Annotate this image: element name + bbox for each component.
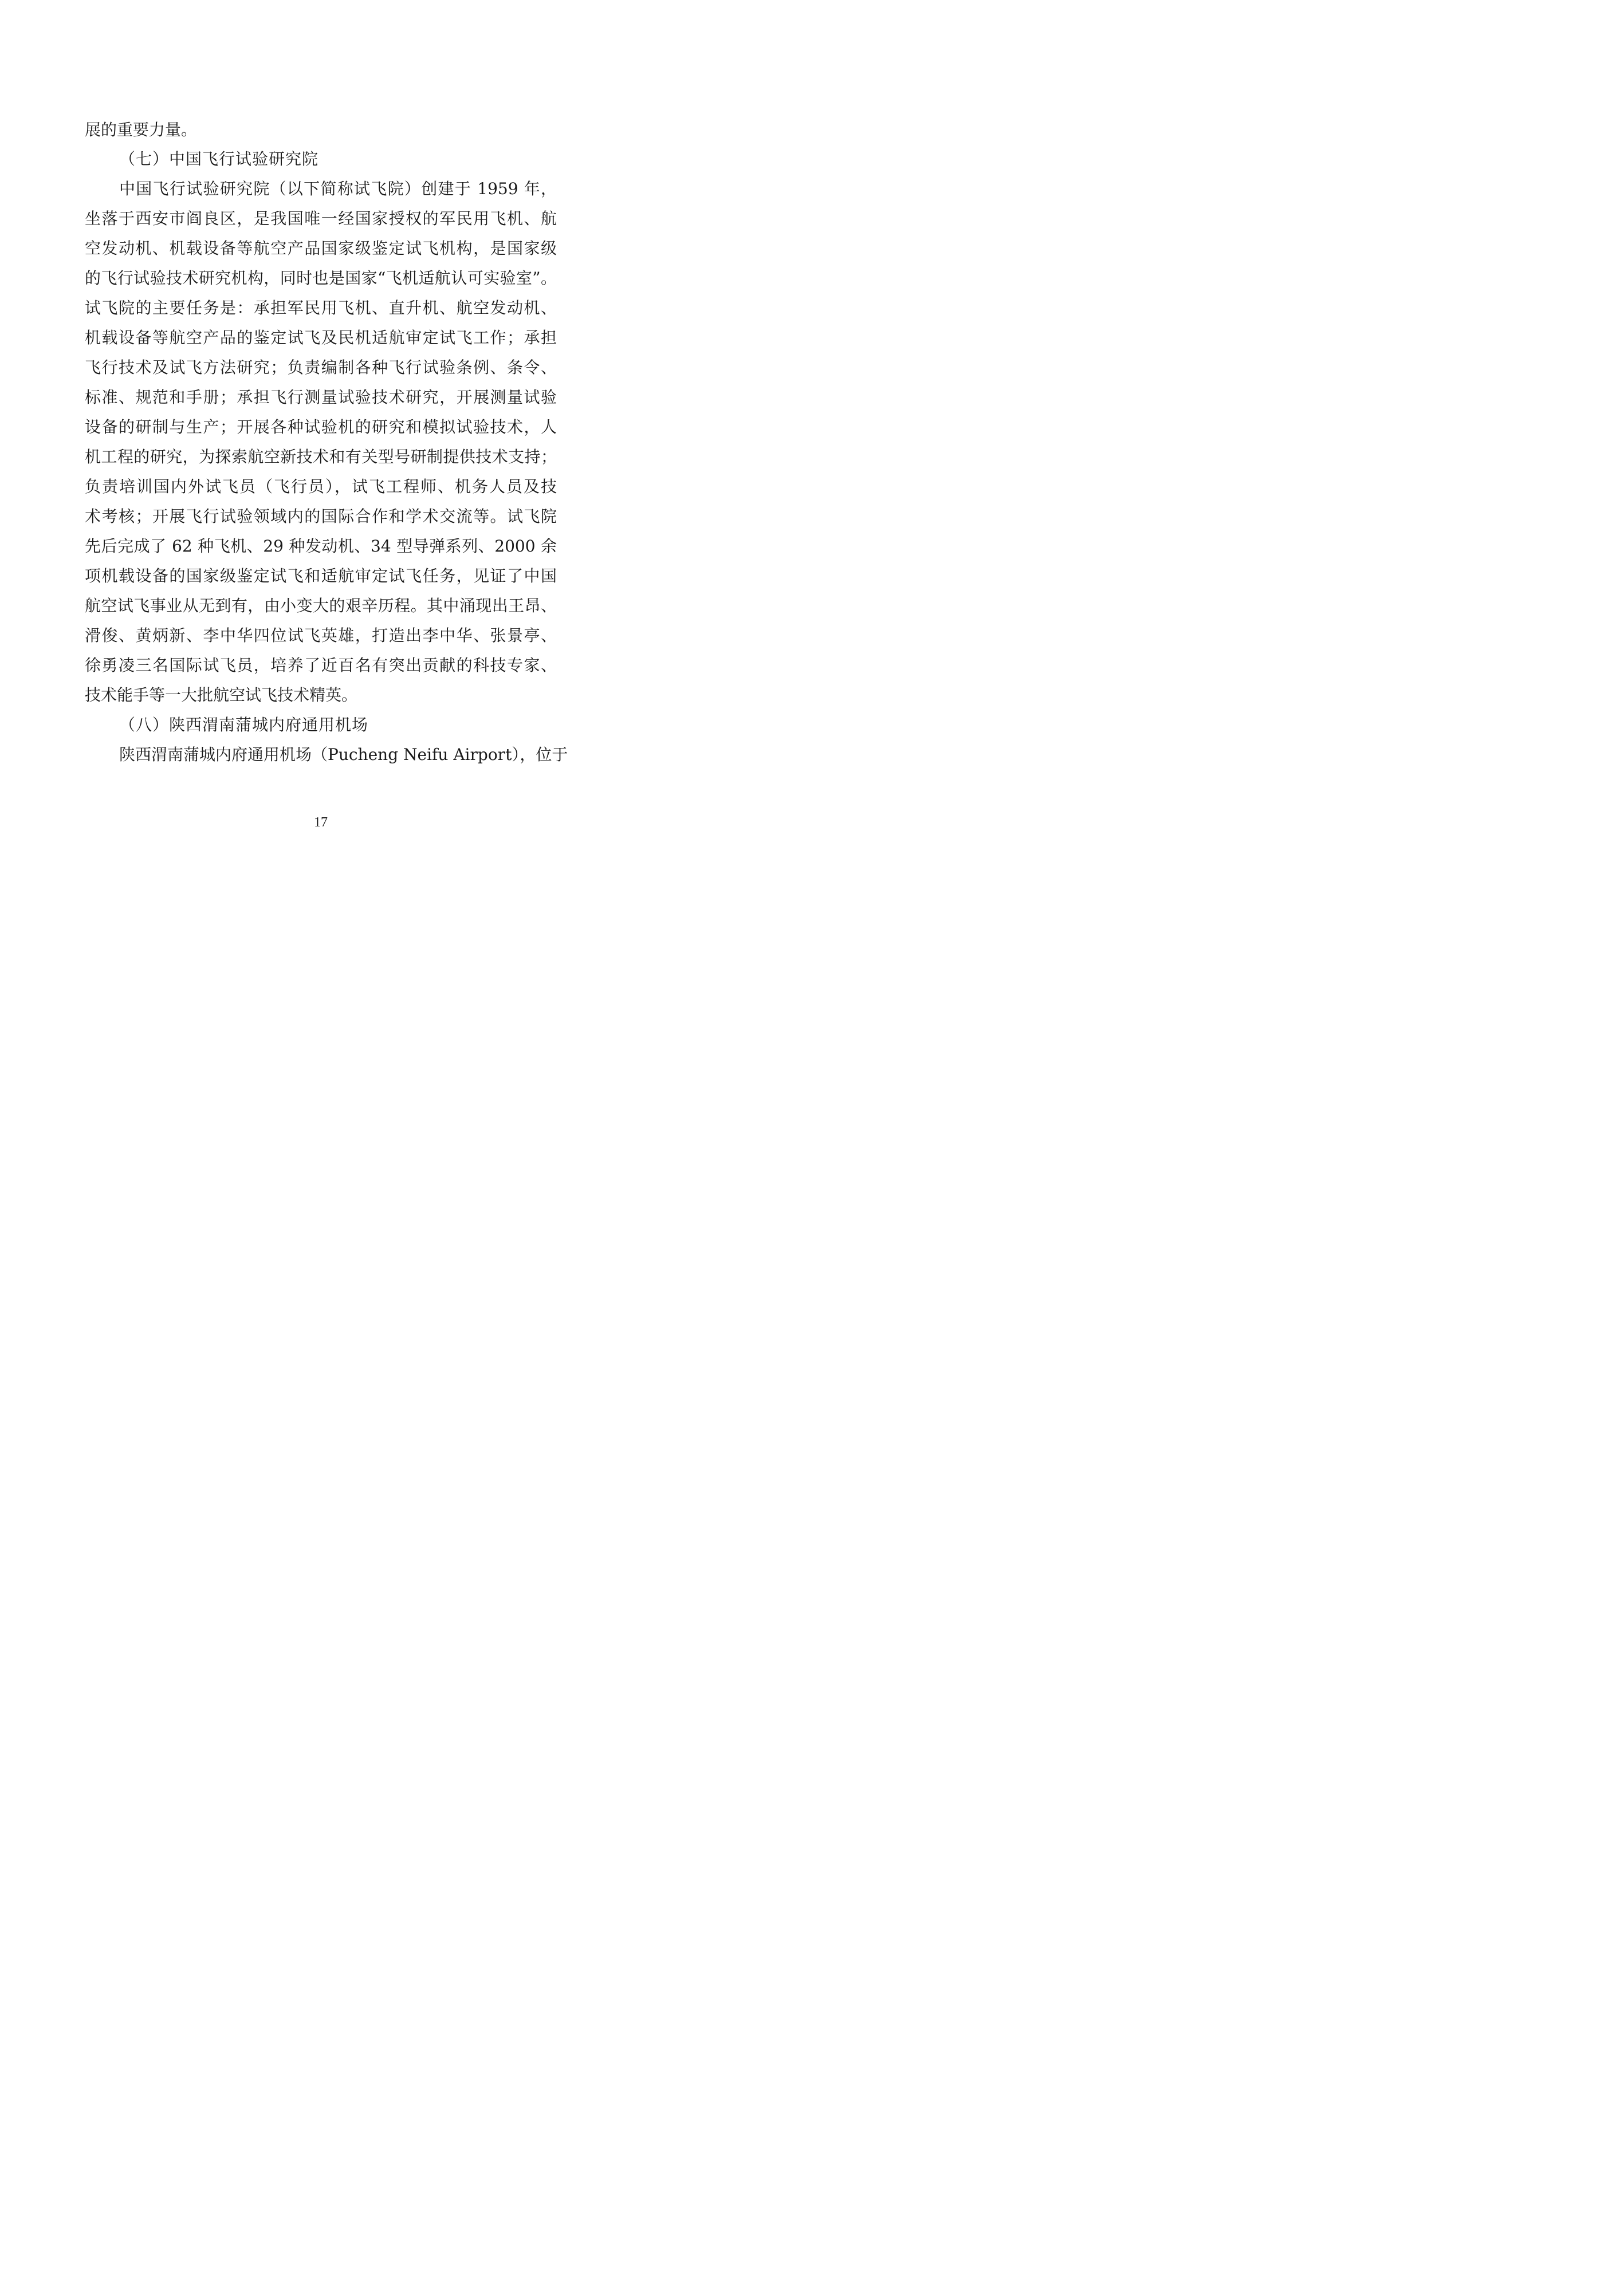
paragraph-line: 术考核；开展飞行试验领域内的国际合作和学术交流等。试飞院 <box>85 507 557 526</box>
paragraph-line: 徐勇凌三名国际试飞员，培养了近百名有突出贡献的科技专家、 <box>85 656 557 675</box>
paragraph-line: 陕西渭南蒲城内府通用机场（Pucheng Neifu Airport），位于 <box>119 745 568 764</box>
paragraph-line: 中国飞行试验研究院（以下简称试飞院）创建于 1959 年， <box>119 179 557 198</box>
paragraph-line: 飞行技术及试飞方法研究；负责编制各种飞行试验条例、条令、 <box>85 358 557 377</box>
paragraph-line: 技术能手等一大批航空试飞技术精英。 <box>85 686 358 704</box>
paragraph-line: 先后完成了 62 种飞机、29 种发动机、34 型导弹系列、2000 余 <box>85 537 557 556</box>
paragraph-line: 项机载设备的国家级鉴定试飞和适航审定试飞任务，见证了中国 <box>85 566 557 585</box>
paragraph-line: 设备的研制与生产；开展各种试验机的研究和模拟试验技术，人 <box>85 418 557 436</box>
paragraph-line: 坐落于西安市阎良区，是我国唯一经国家授权的军民用飞机、航 <box>85 209 557 228</box>
section-heading: （七）中国飞行试验研究院 <box>119 149 319 168</box>
paragraph-line: 标准、规范和手册；承担飞行测量试验技术研究，开展测量试验 <box>85 388 557 407</box>
paragraph-line: 空发动机、机载设备等航空产品国家级鉴定试飞机构，是国家级 <box>85 239 557 258</box>
paragraph-line: 展的重要力量。 <box>85 120 198 139</box>
paragraph-line: 负责培训国内外试飞员（飞行员），试飞工程师、机务人员及技 <box>85 477 557 496</box>
paragraph-line: 滑俊、黄炳新、李中华四位试飞英雄，打造出李中华、张景亭、 <box>85 626 557 645</box>
section-heading: （八）陕西渭南蒲城内府通用机场 <box>119 715 369 734</box>
paragraph-line: 的飞行试验技术研究机构，同时也是国家“飞机适航认可实验室”。 <box>85 269 557 288</box>
paragraph-line: 机载设备等航空产品的鉴定试飞及民机适航审定试飞工作；承担 <box>85 328 557 347</box>
document-page <box>0 0 642 907</box>
page-number: 17 <box>314 815 328 830</box>
paragraph-line: 航空试飞事业从无到有，由小变大的艰辛历程。其中涌现出王昂、 <box>85 596 557 615</box>
paragraph-line: 试飞院的主要任务是：承担军民用飞机、直升机、航空发动机、 <box>85 298 557 317</box>
paragraph-line: 机工程的研究，为探索航空新技术和有关型号研制提供技术支持； <box>85 447 557 466</box>
